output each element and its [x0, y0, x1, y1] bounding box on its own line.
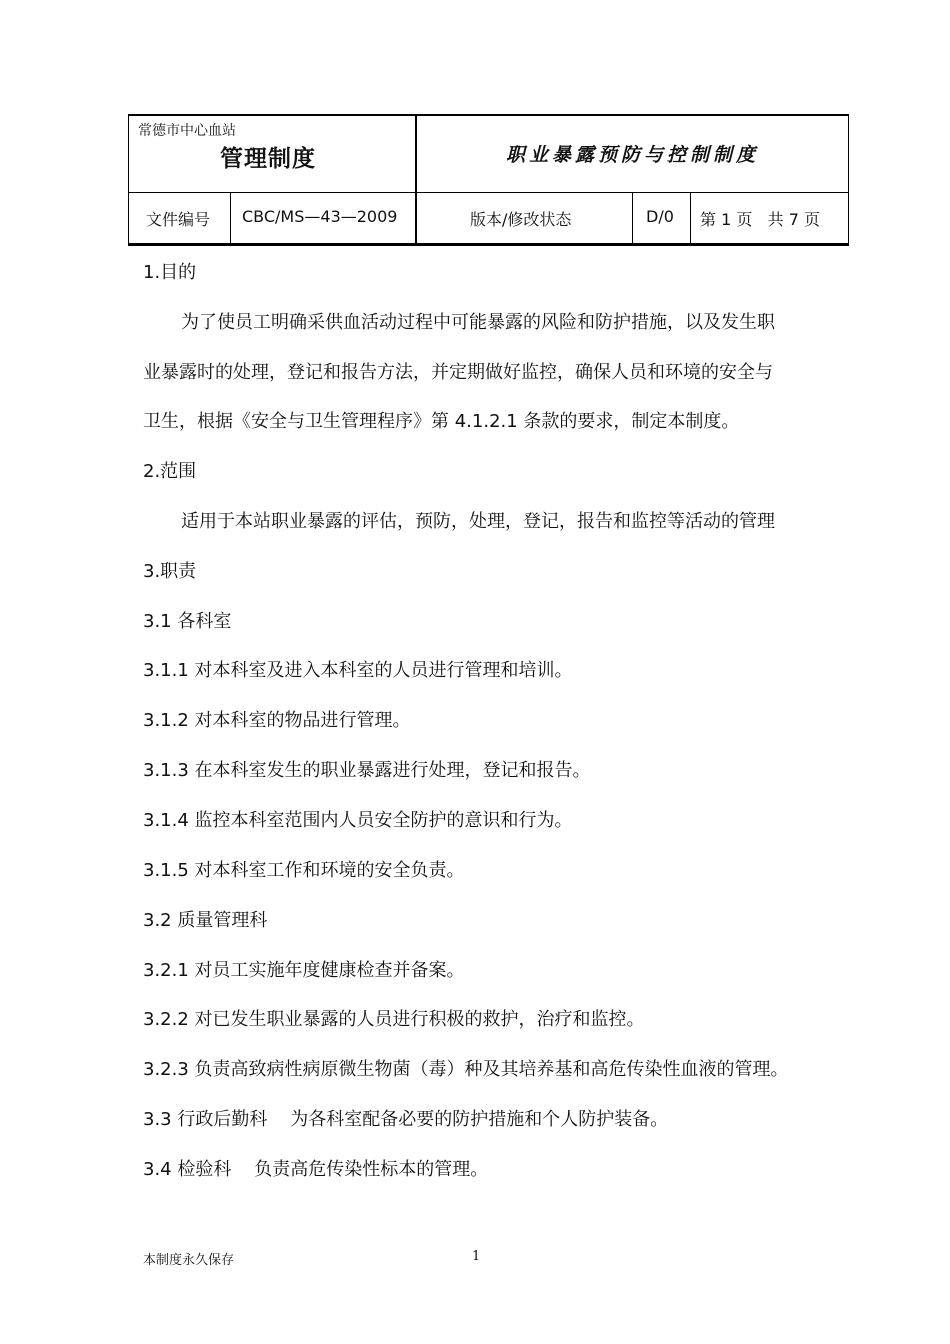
file-no-label: 文件编号 [146, 210, 211, 229]
table-col-divider [230, 192, 231, 246]
footer-page-number: 1 [472, 1249, 481, 1264]
section-heading: 1.目的 [143, 262, 197, 283]
table-row-divider [128, 192, 849, 193]
file-no-value: CBC/MS—43—2009 [242, 207, 398, 226]
table-col-divider [632, 192, 633, 246]
list-item: 3.2.1 对员工实施年度健康检查并备案。 [143, 960, 465, 981]
paragraph-line: 卫生，根据《安全与卫生管理程序》第 4.1.2.1 条款的要求，制定本制度。 [143, 411, 740, 432]
table-top-border [128, 114, 849, 116]
footer-retention-note: 本制度永久保存 [143, 1253, 235, 1268]
list-item: 3.1.3 在本科室发生的职业暴露进行处理，登记和报告。 [143, 760, 591, 781]
document-title: 职业暴露预防与控制制度 [506, 144, 760, 166]
list-item: 3.1.2 对本科室的物品进行管理。 [143, 710, 411, 731]
version-label: 版本/修改状态 [470, 210, 572, 229]
subsection-heading: 3.2 质量管理科 [143, 910, 268, 931]
table-bottom-border [128, 243, 849, 246]
doc-type: 管理制度 [220, 146, 316, 172]
paragraph-line: 适用于本站职业暴露的评估，预防，处理，登记，报告和监控等活动的管理 [181, 511, 775, 532]
list-item: 3.1.5 对本科室工作和环境的安全负责。 [143, 860, 465, 881]
version-value: D/0 [646, 207, 674, 226]
document-header-table [128, 114, 849, 246]
section-heading: 3.职责 [143, 561, 197, 582]
subsection-heading: 3.1 各科室 [143, 611, 232, 632]
section-heading: 2.范围 [143, 461, 197, 482]
table-right-border [848, 114, 849, 246]
paragraph-line: 业暴露时的处理，登记和报告方法，并定期做好监控，确保人员和环境的安全与 [143, 362, 773, 383]
table-left-border [128, 114, 129, 246]
table-col-divider [415, 114, 417, 246]
paragraph-line: 为了使员工明确采供血活动过程中可能暴露的风险和防护措施，以及发生职 [181, 312, 775, 333]
page-info: 第 1 页 共 7 页 [700, 210, 820, 229]
list-item: 3.1.4 监控本科室范围内人员安全防护的意识和行为。 [143, 810, 573, 831]
list-item: 3.2.3 负责高致病性病原微生物菌（毒）种及其培养基和高危传染性血液的管理。 [143, 1059, 789, 1080]
list-item: 3.2.2 对已发生职业暴露的人员进行积极的救护，治疗和监控。 [143, 1009, 645, 1030]
list-item: 3.4 检验科 负责高危传染性标本的管理。 [143, 1159, 489, 1180]
table-col-divider [690, 192, 691, 246]
list-item: 3.3 行政后勤科 为各科室配备必要的防护措施和个人防护装备。 [143, 1109, 669, 1130]
org-name: 常德市中心血站 [138, 123, 236, 139]
list-item: 3.1.1 对本科室及进入本科室的人员进行管理和培训。 [143, 660, 573, 681]
